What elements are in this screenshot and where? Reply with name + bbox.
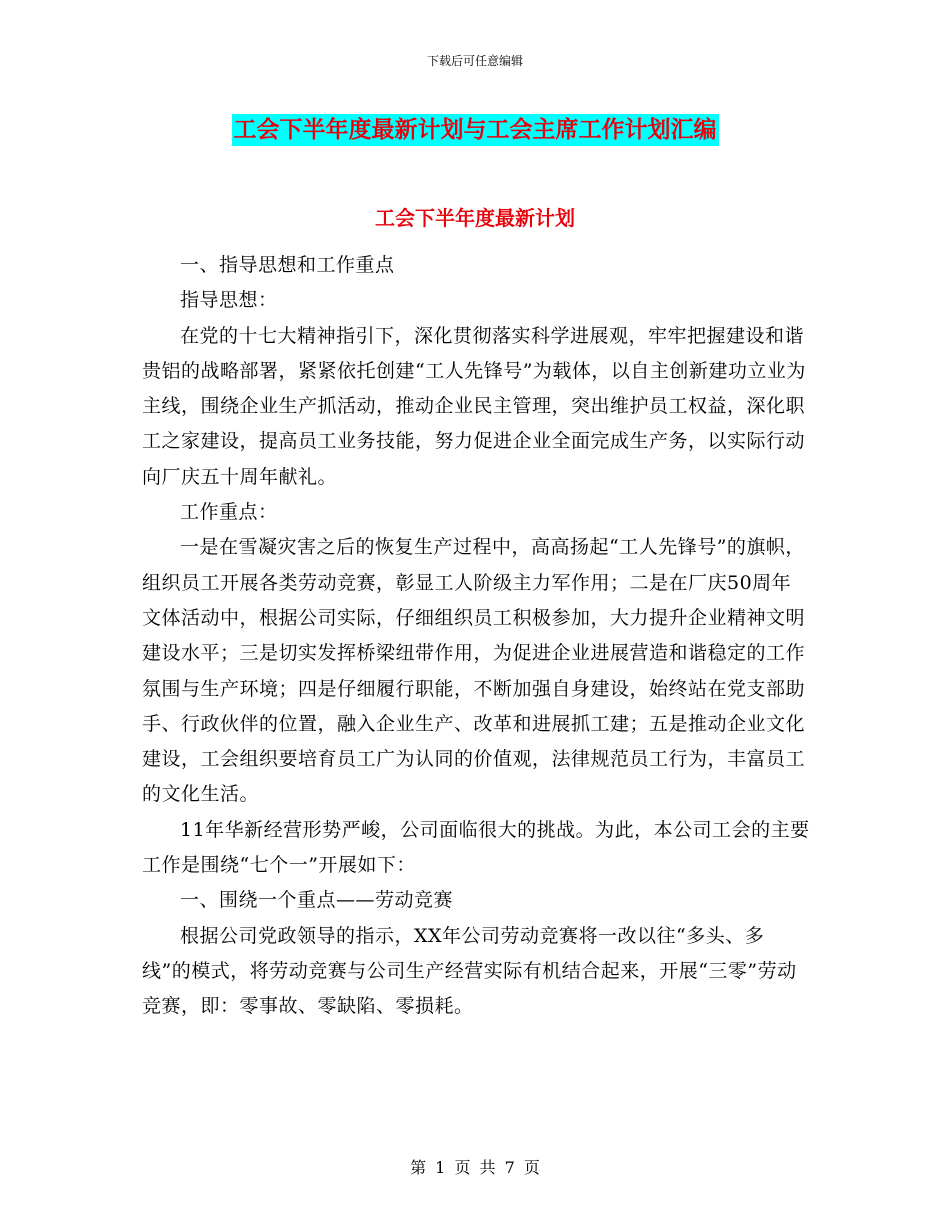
paragraph-seven-ones: 11年华新经营形势严峻，公司面临很大的挑战。为此，本公司工会的主要工作是围绕“七个一”开展如下： <box>142 818 810 877</box>
paragraph-labor-competition: 根据公司党政领导的指示，XX年公司劳动竞赛将一改以往“多头、多线”的模式，将劳动竞赛与公司生产经营实际有机结合起来，开展“三零”劳动竞赛，即：零事故、零缺陷、零损耗。 <box>142 924 797 1018</box>
page-number: 第 1 页 共 7 页 <box>410 1158 540 1177</box>
label-guiding-ideology: 指导思想： <box>180 289 278 312</box>
paragraph-work-focus: 一是在雪凝灾害之后的恢复生产过程中，高高扬起“工人先锋号”的旗帜，组织员工开展各类劳动竞赛，彰显工人阶级主力军作用；二是在厂庆50周年文体活动中，根据公司实际，仔细组织员工积极参加，大力提升企业精神文明建设水平；三是切实发挥桥梁纽带作用，为促进企业进展营造和谐稳定的工作氛围与生产环境；四是仔细履行职能，不断加强自身建设，始终站在党支部助手、行政伙伴的位置，融入企业生产、改革和进展抓工建；五是推动企业文化建设，工会组织要培育员工广为认同的价值观，法律规范员工行为，丰富员工的文化生活。 <box>142 536 806 806</box>
label-work-focus: 工作重点： <box>180 501 278 524</box>
page-header-note: 下载后可任意编辑 <box>426 54 523 68</box>
document-title: 工会下半年度最新计划与工会主席工作计划汇编 <box>232 114 719 146</box>
document-title-block <box>0 114 950 146</box>
document-body <box>142 248 810 1025</box>
section-title: 工会下半年度最新计划 <box>375 206 575 230</box>
paragraph-guiding-ideology: 在党的十七大精神指引下，深化贯彻落实科学进展观，牢牢把握建设和谐贵铝的战略部署，紧紧依托创建“工人先锋号”为载体，以自主创新建功立业为主线，围绕企业生产抓活动，推动企业民主管理，突出维护员工权益，深化职工之家建设，提高员工业务技能，努力促进企业全面完成生产务，以实际行动向厂庆五十周年献礼。 <box>142 324 806 488</box>
heading-labor-competition: 一、围绕一个重点——劳动竞赛 <box>180 889 454 912</box>
heading-guiding-ideology-and-focus: 一、指导思想和工作重点 <box>180 254 395 276</box>
